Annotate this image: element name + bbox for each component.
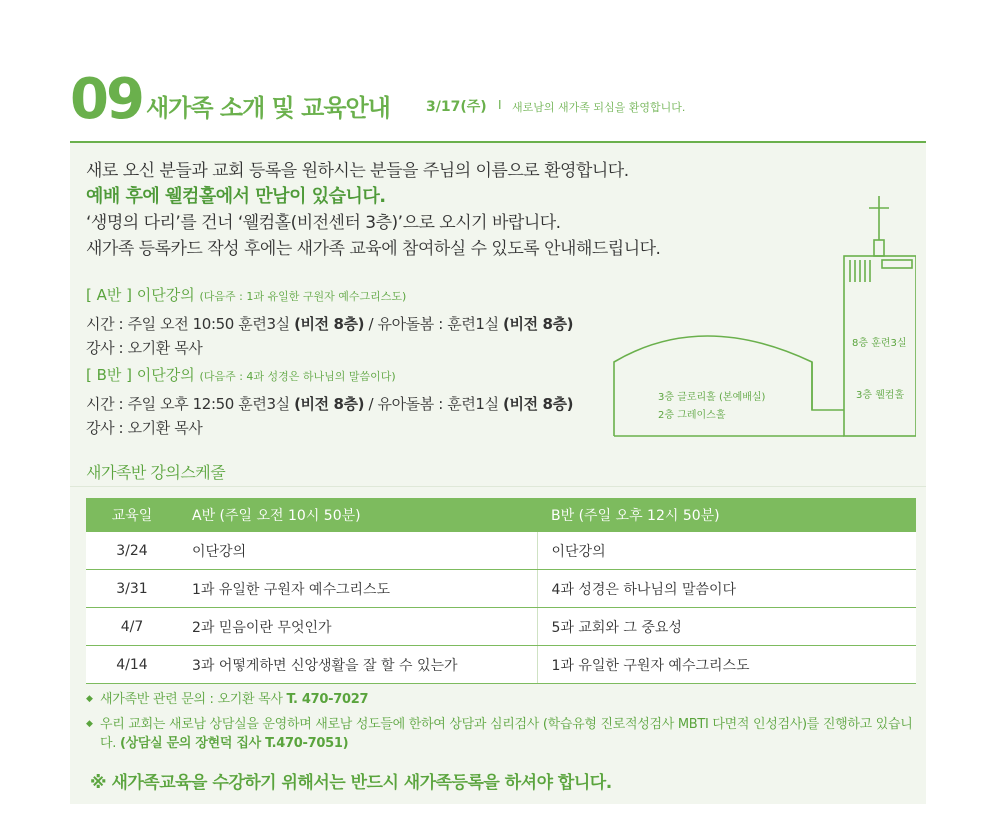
class-b-time-prefix: 시간 : 주일 오후 12:50 훈련3실 (86, 395, 290, 413)
note-inquiry-contact: T. 470-7027 (286, 692, 369, 707)
class-b-time (86, 392, 626, 416)
label-training-room: 8층 훈련3실 (852, 338, 907, 349)
row-class-b: 5과 교회와 그 중요성 (537, 608, 916, 646)
table-row (86, 608, 916, 646)
class-b-teacher: 강사 : 오기환 목사 (86, 419, 203, 437)
header-date: 교육일 (86, 498, 178, 532)
class-b-title (86, 364, 626, 386)
intro-line-3: ‘생명의 다리’를 건너 ‘웰컴홀(비전센터 3층)’으로 오시기 바랍니다. (86, 213, 561, 233)
class-a-next-note: (다음주 : 1과 유일한 구원자 예수그리스도) (199, 290, 407, 303)
section-title: 새가족 소개 및 교육안내 (146, 94, 390, 122)
intro-highlight: 예배 후에 웰컴홀에서 만남이 있습니다. (86, 186, 386, 207)
note-inquiry (86, 690, 926, 709)
class-b-time-loc2: (비전 8층) (503, 395, 574, 413)
class-a-title (86, 284, 626, 306)
row-class-b: 4과 성경은 하나님의 말씀이다 (537, 570, 916, 608)
header-separator: I (498, 98, 502, 112)
row-date: 4/7 (86, 608, 178, 646)
class-a-time-prefix: 시간 : 주일 오전 10:50 훈련3실 (86, 315, 290, 333)
row-date: 4/14 (86, 646, 178, 684)
table-row (86, 570, 916, 608)
row-class-a: 1과 유일한 구원자 예수그리스도 (178, 570, 537, 608)
class-a-teacher: 강사 : 오기환 목사 (86, 339, 203, 357)
section-header (70, 68, 926, 142)
table-row (86, 532, 916, 570)
label-welcome-hall: 3층 웰컴홀 (856, 390, 905, 401)
class-b-time-mid: / 유아돌봄 : 훈련1실 (368, 395, 499, 413)
header-class-b: B반 (주일 오후 12시 50분) (537, 498, 916, 532)
row-date: 3/24 (86, 532, 178, 570)
row-class-a: 2과 믿음이란 무엇인가 (178, 608, 537, 646)
class-a-block (86, 284, 626, 360)
intro-line-1: 새로 오신 분들과 교회 등록을 원하시는 분들을 주님의 이름으로 환영합니다. (86, 161, 629, 181)
class-a-time-loc2: (비전 8층) (503, 315, 574, 333)
label-grace-hall: 2층 그레이스홀 (658, 410, 726, 421)
row-date: 3/31 (86, 570, 178, 608)
welcome-text: 새로남의 새가족 되심을 환영합니다. (512, 101, 686, 114)
diamond-bullet-icon: ◆ (86, 719, 93, 729)
building-outline-icon (612, 190, 916, 442)
row-class-a: 3과 어떻게하면 신앙생활을 잘 할 수 있는가 (178, 646, 537, 684)
building-map (612, 190, 916, 442)
schedule-table (86, 498, 916, 684)
class-b-title-text: [ B반 ] 이단강의 (86, 366, 195, 384)
section-number: 09 (70, 67, 142, 132)
note-counseling (86, 715, 926, 753)
intro-line-4: 새가족 등록카드 작성 후에는 새가족 교육에 참여하실 수 있도록 안내해드립니다. (86, 239, 661, 259)
table-row (86, 646, 916, 684)
label-glory-hall: 3층 글로리홀 (본예배실) (658, 392, 766, 403)
schedule-title: 새가족반 강의스케줄 (86, 463, 226, 482)
note-inquiry-text: 새가족반 관련 문의 : 오기환 목사 (100, 692, 283, 707)
note-counseling-text: 우리 교회는 새로남 상담실을 운영하며 새로남 성도들에 한하여 상담과 심리검사 (학습유형 진로적성검사 MBTI 다면적 인성검사)를 진행하고 있습니다. (100, 717, 913, 751)
class-b-next-note: (다음주 : 4과 성경은 하나님의 말씀이다) (199, 370, 396, 383)
header-class-a: A반 (주일 오전 10시 50분) (178, 498, 537, 532)
diamond-bullet-icon: ◆ (86, 694, 93, 704)
registration-required-note: ※ 새가족교육을 수강하기 위해서는 반드시 새가족등록을 하셔야 합니다. (90, 773, 612, 793)
class-b-block (86, 364, 626, 440)
class-a-time (86, 312, 626, 336)
section-date: 3/17(주) (426, 99, 487, 115)
notes-block (86, 690, 926, 759)
schedule-divider (70, 486, 926, 487)
schedule-header-row (86, 498, 916, 532)
row-class-b: 1과 유일한 구원자 예수그리스도 (537, 646, 916, 684)
class-a-time-loc1: (비전 8층) (294, 315, 365, 333)
note-counseling-contact: (상담실 문의 장현덕 집사 T.470-7051) (119, 736, 349, 751)
row-class-b: 이단강의 (537, 532, 916, 570)
row-class-a: 이단강의 (178, 532, 537, 570)
class-b-time-loc1: (비전 8층) (294, 395, 365, 413)
class-a-time-mid: / 유아돌봄 : 훈련1실 (368, 315, 499, 333)
class-a-title-text: [ A반 ] 이단강의 (86, 286, 195, 304)
